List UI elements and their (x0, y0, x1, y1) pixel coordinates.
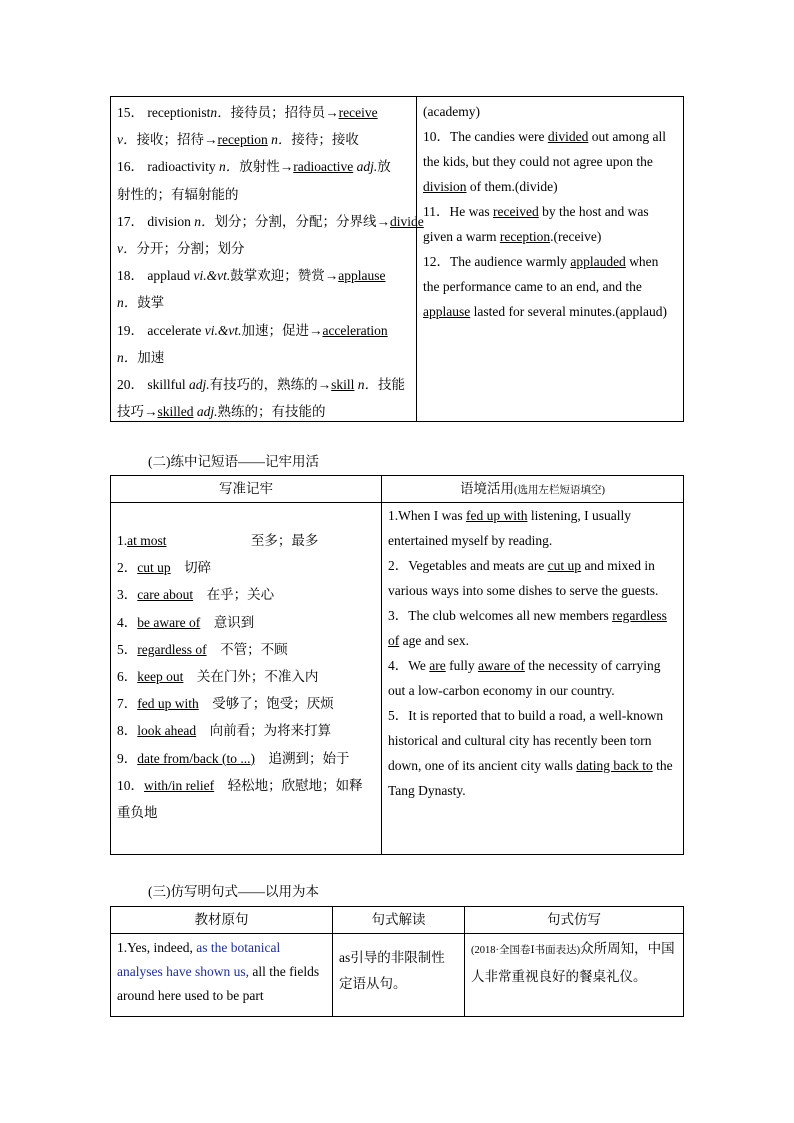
context-sentence-2: 2．Vegetables and meats are cut up and mixed in various ways into some dishes to serve the guests. (388, 558, 659, 598)
column-header-imitation: 句式仿写 (465, 907, 683, 934)
section-heading-phrases: (二)练中记短语——记牢用活 (148, 454, 319, 469)
phrase-item: 7．fed up with 受够了；饱受；厌烦 (117, 696, 334, 712)
vocab-line: 射性的；有辐射能的 (117, 186, 239, 202)
vocab-line: 16． radioactivity n．放射性→radioactive adj.放 (117, 159, 391, 175)
phrase-item: 5．regardless of 不管；不顾 (117, 641, 288, 657)
vocab-left-column (111, 97, 424, 421)
sentence-11: 11．He was received by the host and was given a warm reception.(receive) (423, 204, 649, 244)
vocab-line: v．接收；招待→reception n．接待；接收 (117, 132, 359, 148)
pattern-analysis: as引导的非限制性定语从句。 (333, 934, 465, 1016)
phrase-item: 6．keep out 关在门外；不准入内 (117, 669, 319, 685)
vocab-line: 17． division n．划分；分割，分配；分界线→divide (117, 213, 424, 229)
vocab-right-column (417, 97, 683, 421)
phrase-item-continued: 重负地 (117, 805, 158, 821)
vocab-table (110, 96, 684, 422)
column-header-analysis: 句式解读 (333, 907, 465, 934)
context-sentence-1: 1.When I was fed up with listening, I usually entertained myself by reading. (388, 508, 631, 548)
vocab-line: n．鼓掌 (117, 295, 165, 311)
phrase-item: 1.at most 至多；最多 (117, 533, 319, 548)
phrases-table (110, 475, 684, 855)
column-header-original: 教材原句 (111, 907, 333, 934)
vocab-line: v．分开；分割；划分 (117, 241, 245, 257)
phrase-list (111, 503, 382, 854)
section-heading-sentences: (三)仿写明句式——以用为本 (148, 884, 319, 899)
column-header-right: 语境活用(选用左栏短语填空) (382, 476, 683, 503)
phrase-item: 4．be aware of 意识到 (117, 614, 255, 630)
vocab-line: 18． applaud vi.&vt.鼓掌欢迎；赞赏→applause (117, 268, 386, 284)
sentence-12: 12．The audience warmly applauded when the performance came to an end, and the applause lasted for several minutes.(applaud) (423, 254, 668, 319)
vocab-line: 19． accelerate vi.&vt.加速；促进→acceleration (117, 322, 388, 338)
vocab-line: n．加速 (117, 349, 165, 365)
context-sentence-5: 5．It is reported that to build a road, a well-known historical and cultural city has recently been torn down, one of its ancient city walls dating back to the Tang Dynasty. (388, 708, 673, 798)
vocab-line: 15． receptionistn．接待员；招待员→receive (117, 105, 378, 120)
context-sentence-4: 4．We are fully aware of the necessity of carrying out a low-carbon economy in our country. (388, 658, 661, 698)
original-sentence: 1.Yes, indeed, as the botanical analyses have shown us, all the fields around here used to be part (111, 934, 333, 1016)
pattern-imitation: (2018·全国卷Ⅰ书面表达)众所周知，中国人非常重视良好的餐桌礼仪。 (471, 941, 675, 984)
vocab-line: 20． skillful adj.有技巧的，熟练的→skill n．技能 (117, 377, 406, 393)
vocab-right-line: (academy) (423, 104, 480, 119)
phrase-item: 9．date from/back (to ...) 追溯到；始于 (117, 750, 350, 766)
phrase-item: 3．care about 在乎；关心 (117, 587, 275, 603)
phrase-item: 10．with/in relief 轻松地；欣慰地；如释 (117, 777, 363, 793)
column-header-left: 写准记牢 (111, 476, 382, 503)
sentence-patterns-table (110, 906, 684, 1017)
vocab-line: 技巧→skilled adj.熟练的；有技能的 (117, 404, 326, 420)
phrase-item: 2．cut up 切碎 (117, 560, 212, 576)
sentence-10: 10．The candies were divided out among all the kids, but they could not agree upon the division of them.(divide) (423, 129, 666, 194)
context-sentences (382, 503, 683, 854)
context-sentence-3: 3．The club welcomes all new members regardless of age and sex. (388, 608, 667, 648)
phrase-item: 8．look ahead 向前看；为将来打算 (117, 723, 332, 739)
